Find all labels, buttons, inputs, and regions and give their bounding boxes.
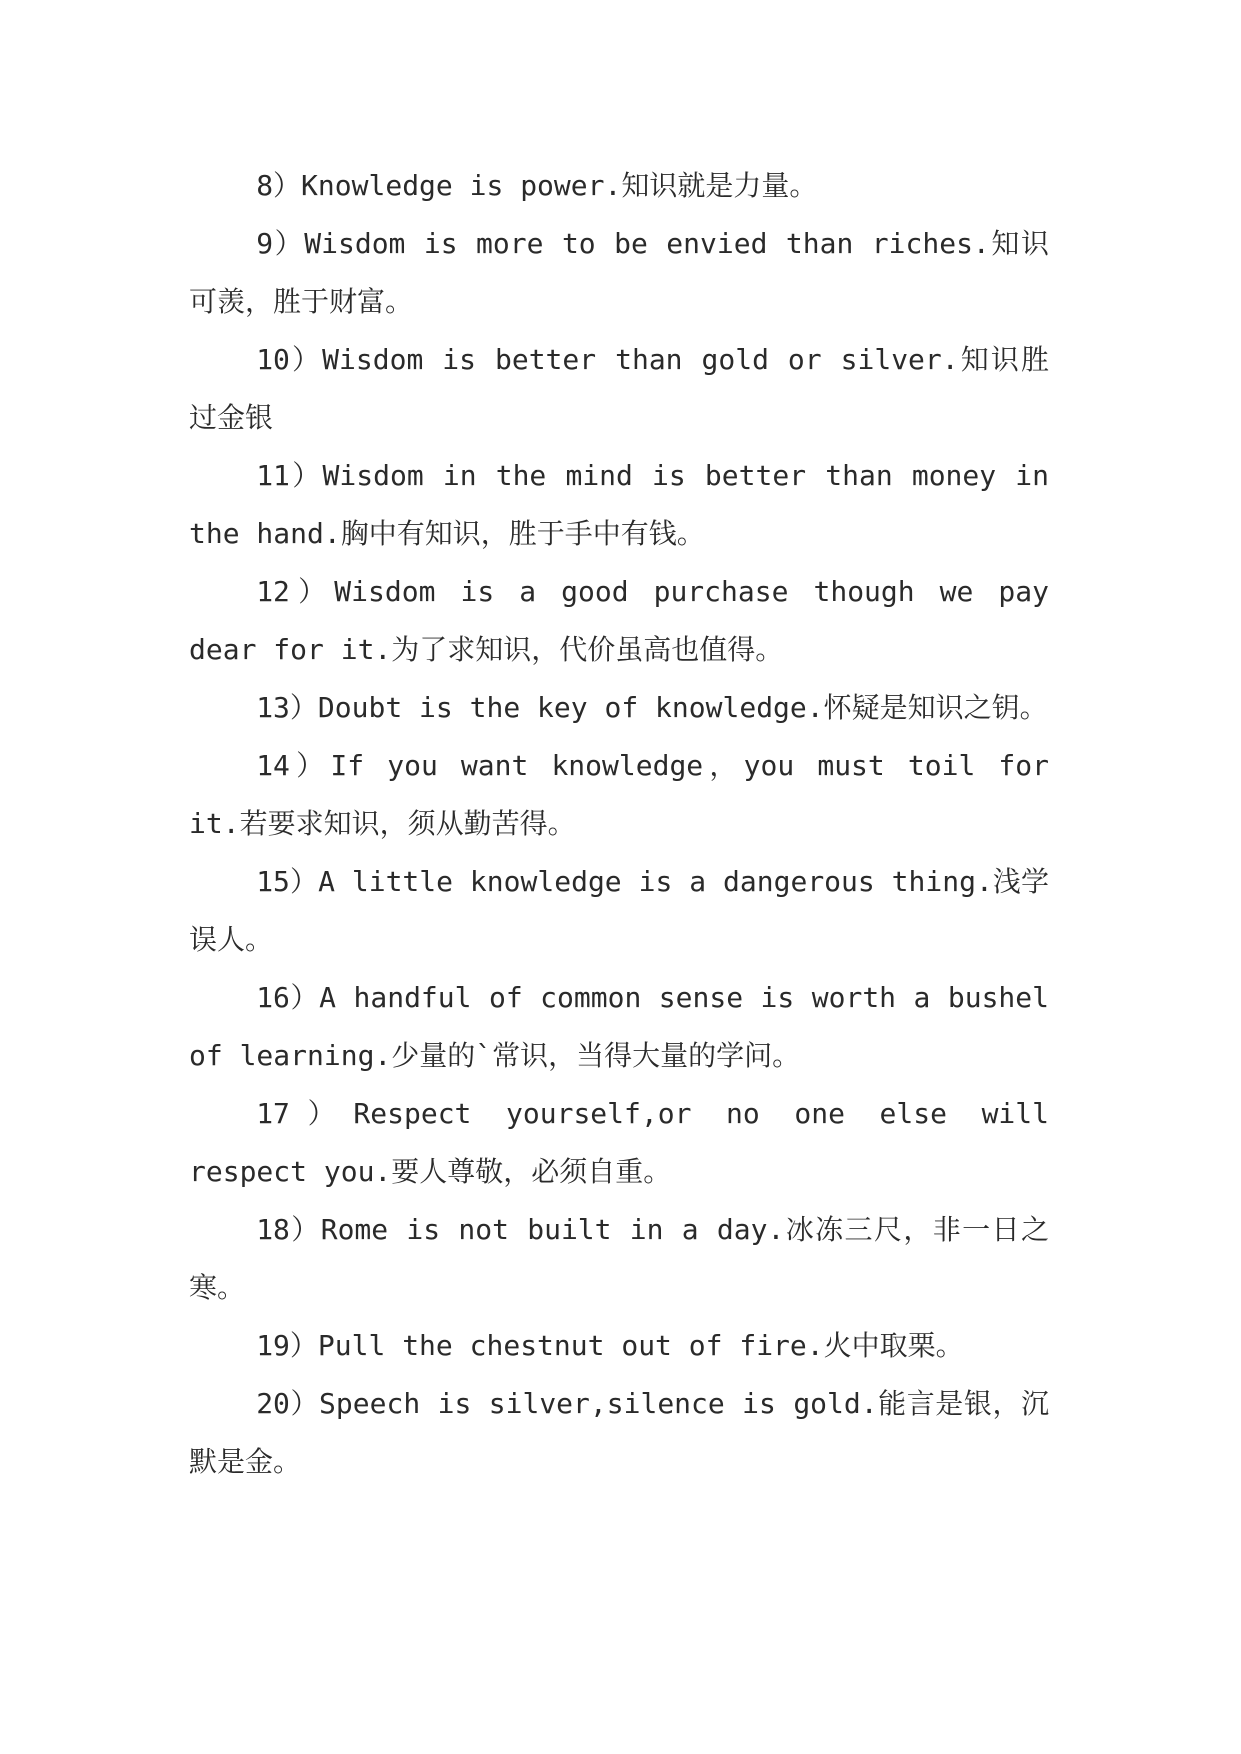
proverb-text: Pull the chestnut out of fire.火中取栗。 — [317, 1329, 964, 1362]
proverb-item — [189, 1201, 1049, 1317]
proverb-number: 14） — [256, 749, 331, 782]
proverb-text: Wisdom in the mind is better than money in the hand.胸中有知识，胜于手中有钱。 — [189, 459, 1050, 550]
proverb-number: 13） — [256, 691, 318, 724]
proverb-item — [189, 215, 1049, 331]
proverb-number: 18） — [256, 1213, 321, 1246]
proverb-item — [189, 853, 1049, 969]
proverb-number: 10） — [256, 343, 323, 376]
proverb-number: 8） — [256, 169, 302, 202]
proverb-item — [189, 679, 1049, 737]
proverb-item — [189, 157, 1049, 215]
proverb-number: 9） — [256, 227, 305, 260]
proverb-number: 16） — [256, 981, 320, 1014]
proverb-text: A handful of common sense is worth a bushel of learning.少量的`常识，当得大量的学问。 — [189, 981, 1050, 1072]
proverb-text: A little knowledge is a dangerous thing.浅学误人。 — [189, 865, 1049, 956]
proverb-text: Respect yourself,or no one else will respect you.要人尊敬，必须自重。 — [189, 1097, 1050, 1188]
proverb-number: 12） — [256, 575, 335, 608]
proverb-text: Rome is not built in a day.冰冻三尺，非一日之寒。 — [189, 1213, 1049, 1304]
proverb-number: 20） — [256, 1387, 320, 1420]
proverb-item — [189, 1085, 1049, 1201]
proverb-item — [189, 331, 1049, 447]
proverb-number: 17） — [256, 1097, 354, 1130]
proverb-item — [189, 447, 1049, 563]
proverb-text: If you want knowledge，you must toil for it.若要求知识，须从勤苦得。 — [189, 749, 1049, 840]
proverb-list — [189, 157, 1049, 1491]
proverb-text: Doubt is the key of knowledge.怀疑是知识之钥。 — [317, 691, 1048, 724]
proverb-number: 11） — [256, 459, 323, 492]
proverb-item — [189, 563, 1049, 679]
proverb-item — [189, 1317, 1049, 1375]
proverb-text: Wisdom is better than gold or silver.知识胜过金银 — [189, 343, 1049, 434]
proverb-text: Wisdom is a good purchase though we pay dear for it.为了求知识，代价虽高也值得。 — [189, 575, 1049, 666]
proverb-text: Knowledge is power.知识就是力量。 — [301, 169, 818, 202]
proverb-text: Speech is silver,silence is gold.能言是银，沉默是金。 — [189, 1387, 1050, 1478]
proverb-number: 15） — [256, 865, 319, 898]
proverb-text: Wisdom is more to be envied than riches.知识可羡，胜于财富。 — [189, 227, 1049, 318]
proverb-item — [189, 969, 1049, 1085]
proverb-number: 19） — [256, 1329, 318, 1362]
proverb-item — [189, 737, 1049, 853]
proverb-item — [189, 1375, 1049, 1491]
